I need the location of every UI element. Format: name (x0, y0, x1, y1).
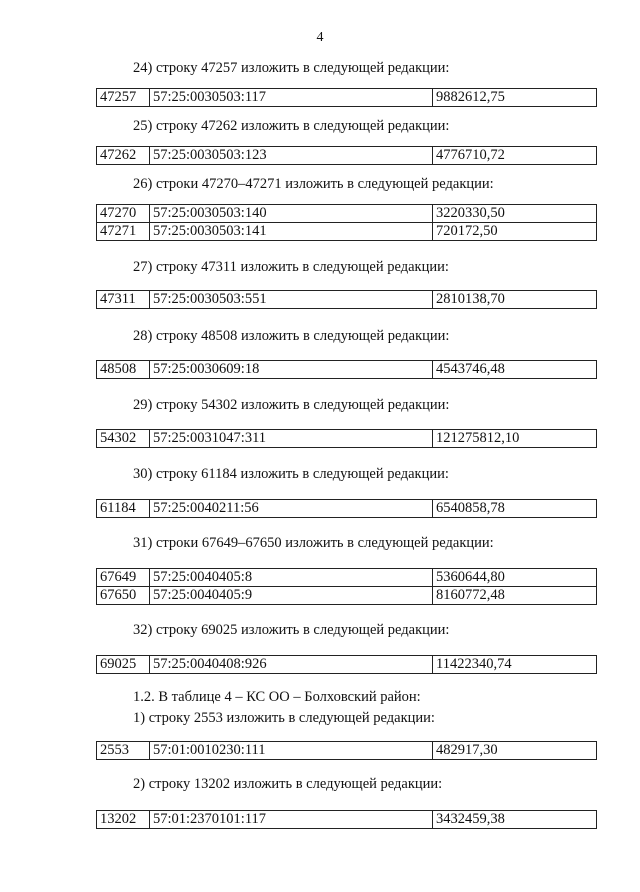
table-row (97, 500, 597, 518)
cadastral-value: 11422340,74 (433, 656, 597, 674)
row-number: 47262 (97, 147, 150, 165)
cadastral-number: 57:25:0031047:311 (150, 430, 433, 448)
row-number: 67649 (97, 569, 150, 587)
record-table (96, 204, 597, 241)
row-number: 2553 (97, 742, 150, 760)
record-table (96, 146, 597, 165)
cadastral-number: 57:25:0030503:117 (150, 89, 433, 107)
cadastral-value: 5360644,80 (433, 569, 597, 587)
record-table (96, 88, 597, 107)
row-number: 69025 (97, 656, 150, 674)
cadastral-value: 8160772,48 (433, 587, 597, 605)
record-table (96, 655, 597, 674)
section-heading: 30) строку 61184 изложить в следующей редакции: (133, 466, 449, 482)
cadastral-number: 57:25:0030503:140 (150, 205, 433, 223)
row-number: 47270 (97, 205, 150, 223)
row-number: 61184 (97, 500, 150, 518)
record-table (96, 810, 597, 829)
cadastral-number: 57:25:0030503:551 (150, 291, 433, 309)
cadastral-value: 121275812,10 (433, 430, 597, 448)
table-row (97, 223, 597, 241)
row-number: 47257 (97, 89, 150, 107)
record-table (96, 290, 597, 309)
section-heading: 24) строку 47257 изложить в следующей редакции: (133, 60, 450, 76)
cadastral-value: 6540858,78 (433, 500, 597, 518)
record-table (96, 360, 597, 379)
table-row (97, 430, 597, 448)
cadastral-number: 57:25:0030503:141 (150, 223, 433, 241)
row-number: 48508 (97, 361, 150, 379)
cadastral-value: 3432459,38 (433, 811, 597, 829)
row-number: 67650 (97, 587, 150, 605)
section-heading: 31) строки 67649–67650 изложить в следующей редакции: (133, 535, 494, 551)
record-table (96, 741, 597, 760)
cadastral-value: 4543746,48 (433, 361, 597, 379)
table-row (97, 147, 597, 165)
cadastral-number: 57:01:0010230:111 (150, 742, 433, 760)
table-row (97, 89, 597, 107)
cadastral-number: 57:25:0040211:56 (150, 500, 433, 518)
section-heading: 29) строку 54302 изложить в следующей редакции: (133, 397, 450, 413)
cadastral-value: 720172,50 (433, 223, 597, 241)
table-row (97, 569, 597, 587)
row-number: 47311 (97, 291, 150, 309)
row-number: 13202 (97, 811, 150, 829)
section-subheading: 1) строку 2553 изложить в следующей редакции: (133, 710, 435, 726)
section-heading: 27) строку 47311 изложить в следующей редакции: (133, 259, 449, 275)
cadastral-number: 57:25:0040405:8 (150, 569, 433, 587)
cadastral-value: 3220330,50 (433, 205, 597, 223)
table-row (97, 587, 597, 605)
cadastral-value: 482917,30 (433, 742, 597, 760)
row-number: 47271 (97, 223, 150, 241)
table-row (97, 742, 597, 760)
record-table (96, 499, 597, 518)
section-heading: 28) строку 48508 изложить в следующей редакции: (133, 328, 450, 344)
section-heading: 25) строку 47262 изложить в следующей редакции: (133, 118, 450, 134)
page-number: 4 (316, 30, 324, 45)
section-heading: 2) строку 13202 изложить в следующей редакции: (133, 776, 443, 792)
cadastral-number: 57:25:0030503:123 (150, 147, 433, 165)
cadastral-number: 57:25:0040405:9 (150, 587, 433, 605)
cadastral-number: 57:25:0030609:18 (150, 361, 433, 379)
record-table (96, 429, 597, 448)
section-heading: 1.2. В таблице 4 – КС ОО – Болховский район: (133, 689, 421, 705)
section-heading: 26) строки 47270–47271 изложить в следующей редакции: (133, 176, 494, 192)
cadastral-value: 4776710,72 (433, 147, 597, 165)
row-number: 54302 (97, 430, 150, 448)
record-table (96, 568, 597, 605)
table-row (97, 361, 597, 379)
cadastral-number: 57:01:2370101:117 (150, 811, 433, 829)
table-row (97, 811, 597, 829)
cadastral-number: 57:25:0040408:926 (150, 656, 433, 674)
table-row (97, 205, 597, 223)
cadastral-value: 9882612,75 (433, 89, 597, 107)
table-row (97, 291, 597, 309)
table-row (97, 656, 597, 674)
section-heading: 32) строку 69025 изложить в следующей редакции: (133, 622, 450, 638)
cadastral-value: 2810138,70 (433, 291, 597, 309)
